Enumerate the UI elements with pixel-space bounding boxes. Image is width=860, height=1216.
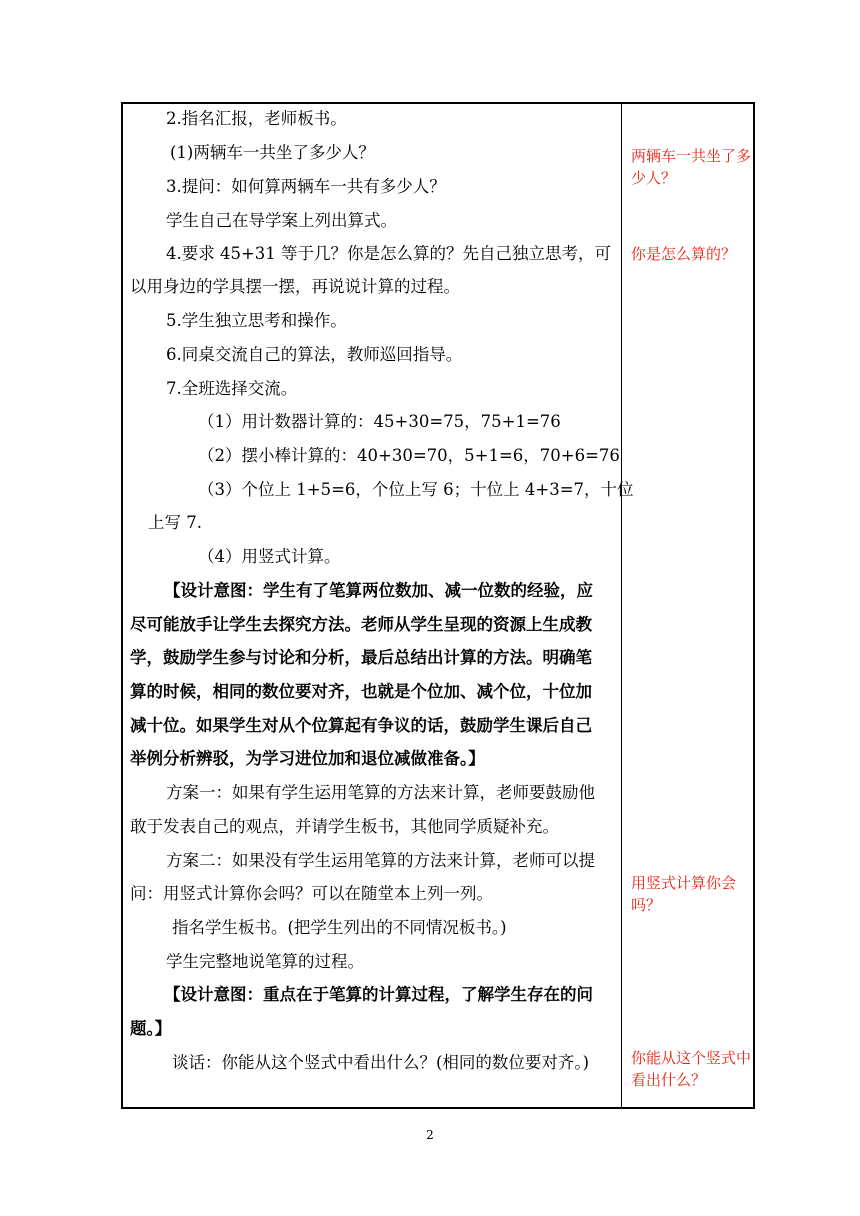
board-writing-line: 指名学生板书。(把学生列出的不同情况板书。): [172, 918, 507, 937]
question-1-line: (1)两辆车一共坐了多少人？: [170, 143, 375, 162]
design-intent-1-line: 尽可能放手让学生去探究方法。老师从学生呈现的资源上生成教: [130, 615, 592, 634]
design-intent-2-line: 【设计意图：重点在于笔算的计算过程，了解学生存在的问: [164, 985, 593, 1004]
design-intent-1-line: 学，鼓励学生参与讨论和分析，最后总结出计算的方法。明确笔: [130, 648, 592, 667]
plan-1-continued-line: 敢于发表自己的观点，并请学生板书，其他同学质疑补充。: [130, 817, 559, 836]
column-divider: [621, 102, 622, 1109]
design-intent-1-line: 【设计意图：学生有了笔算两位数加、减一位数的经验，应: [164, 581, 593, 600]
method-4-line: （4）用竖式计算。: [198, 547, 341, 566]
method-3-continued-line: 上写 7.: [148, 513, 202, 532]
note-what-see: 你能从这个竖式中看出什么？: [631, 1049, 752, 1089]
design-intent-1-line: 减十位。如果学生对从个位算起有争议的话，鼓励学生课后自己: [130, 716, 592, 735]
step-2-line: 2.指名汇报，老师板书。: [166, 109, 347, 128]
plan-2-continued-line: 问：用竖式计算你会吗？可以在随堂本上列一列。: [130, 884, 493, 903]
student-explain-line: 学生完整地说笔算的过程。: [166, 952, 364, 971]
design-intent-1-line: 算的时候，相同的数位要对齐，也就是个位加、减个位，十位加: [130, 682, 592, 701]
plan-2-line: 方案二：如果没有学生运用笔算的方法来计算，老师可以提: [166, 851, 595, 870]
design-intent-1-line: 举例分析辨驳，为学习进位加和退位减做准备。】: [130, 749, 485, 768]
talk-line: 谈话：你能从这个竖式中看出什么？(相同的数位要对齐。): [172, 1053, 590, 1072]
plan-1-line: 方案一：如果有学生运用笔算的方法来计算，老师要鼓励他: [166, 783, 595, 802]
design-intent-2-line: 题。】: [130, 1019, 172, 1038]
note-how-calculated: 你是怎么算的？: [631, 245, 737, 263]
note-vertical-form: 用竖式计算你会吗？: [631, 874, 737, 914]
method-1-line: （1）用计数器计算的：45+30=75，75+1=76: [198, 412, 561, 431]
step-4-line: 4.要求 45+31 等于几？你是怎么算的？先自己独立思考，可: [166, 244, 612, 263]
page-number: 2: [426, 1128, 434, 1142]
step-4-continued-line: 以用身边的学具摆一摆，再说说计算的过程。: [130, 277, 460, 296]
method-2-line: （2）摆小棒计算的：40+30=70，5+1=6，70+6=76: [198, 446, 620, 465]
step-3-line: 3.提问：如何算两辆车一共有多少人？: [166, 177, 446, 196]
step-7-line: 7.全班选择交流。: [166, 379, 298, 398]
method-3-line: （3）个位上 1+5=6，个位上写 6；十位上 4+3=7，十位: [198, 480, 634, 499]
student-list-line: 学生自己在导学案上列出算式。: [166, 211, 397, 230]
step-5-line: 5.学生独立思考和操作。: [166, 311, 347, 330]
note-total-people: 两辆车一共坐了多少人？: [631, 147, 752, 187]
step-6-line: 6.同桌交流自己的算法，教师巡回指导。: [166, 345, 463, 364]
